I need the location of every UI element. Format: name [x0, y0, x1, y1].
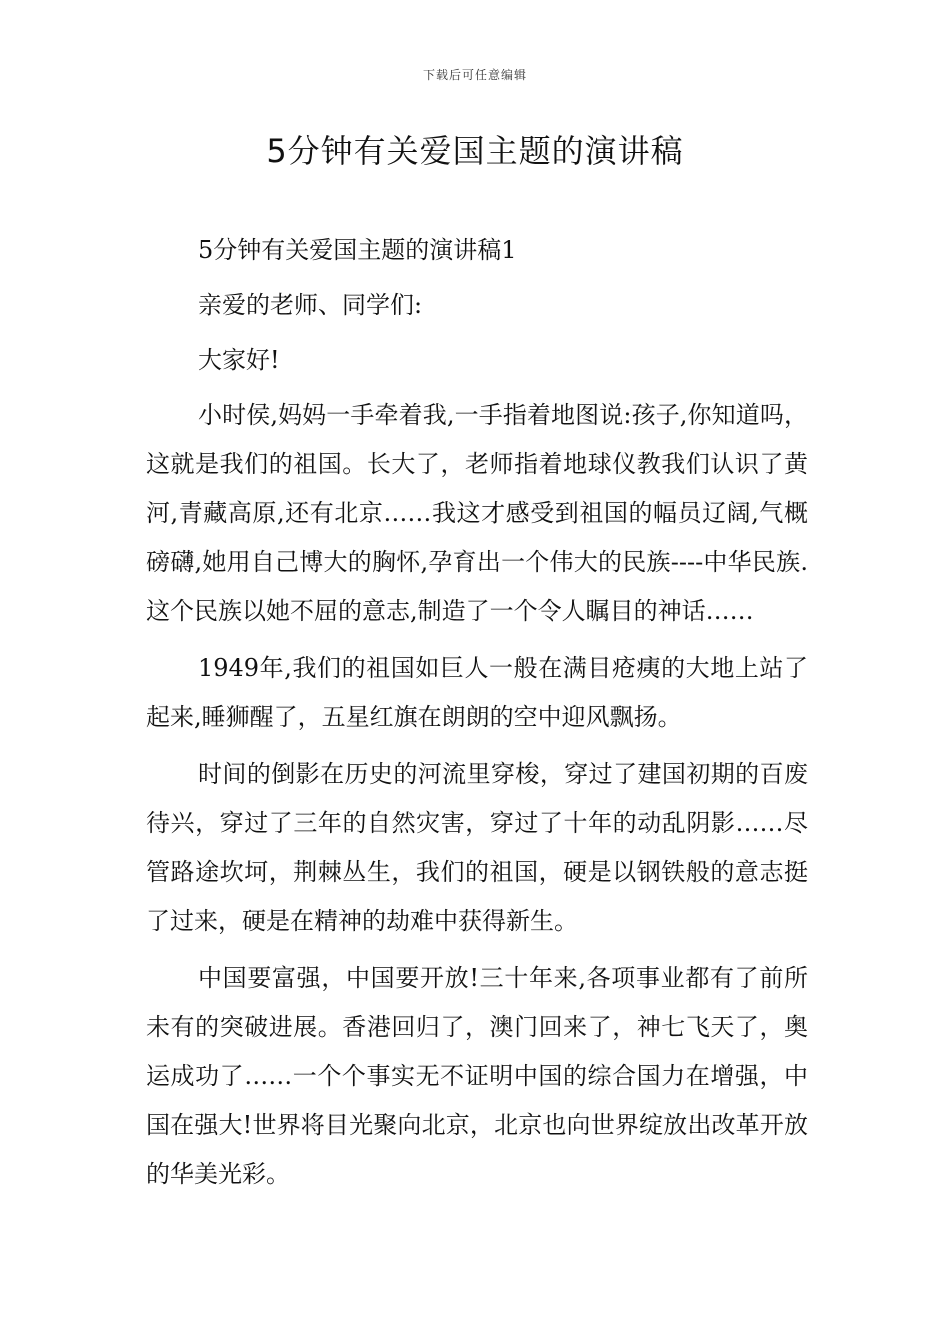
paragraph-reform: 中国要富强，中国要开放!三十年来,各项事业都有了前所未有的突破进展。香港回归了，澳门回来了，神七飞天了，奥运成功了……一个个事实无不证明中国的综合国力在增强，中国在强大!世界将目光聚向北京，北京也向世界绽放出改革开放的华美光彩。	[146, 964, 808, 1188]
section-heading: 5分钟有关爱国主题的演讲稿1	[198, 236, 517, 264]
paragraph-1949: 1949年,我们的祖国如巨人一般在满目疮痍的大地上站了起来,睡狮醒了，五星红旗在朗朗的空中迎风飘扬。	[146, 654, 808, 731]
header-note: 下载后可任意编辑	[422, 68, 527, 82]
greeting: 大家好!	[198, 346, 280, 374]
document-title: 5分钟有关爱国主题的演讲稿	[266, 132, 684, 170]
salutation: 亲爱的老师、同学们:	[198, 291, 423, 319]
document-body	[146, 226, 808, 1207]
paragraph-history: 时间的倒影在历史的河流里穿梭，穿过了建国初期的百废待兴，穿过了三年的自然灾害，穿过了十年的动乱阴影……尽管路途坎坷，荆棘丛生，我们的祖国，硬是以钢铁般的意志挺了过来，硬是在精神的劫难中获得新生。	[146, 760, 808, 935]
paragraph-childhood: 小时侯,妈妈一手牵着我,一手指着地图说:孩子,你知道吗，这就是我们的祖国。长大了，老师指着地球仪教我们认识了黄河,青藏高原,还有北京……我这才感受到祖国的幅员辽阔,气概磅礴,她用自己博大的胸怀,孕育出一个伟大的民族----中华民族.这个民族以她不屈的意志,制造了一个令人瞩目的神话……	[146, 401, 808, 625]
